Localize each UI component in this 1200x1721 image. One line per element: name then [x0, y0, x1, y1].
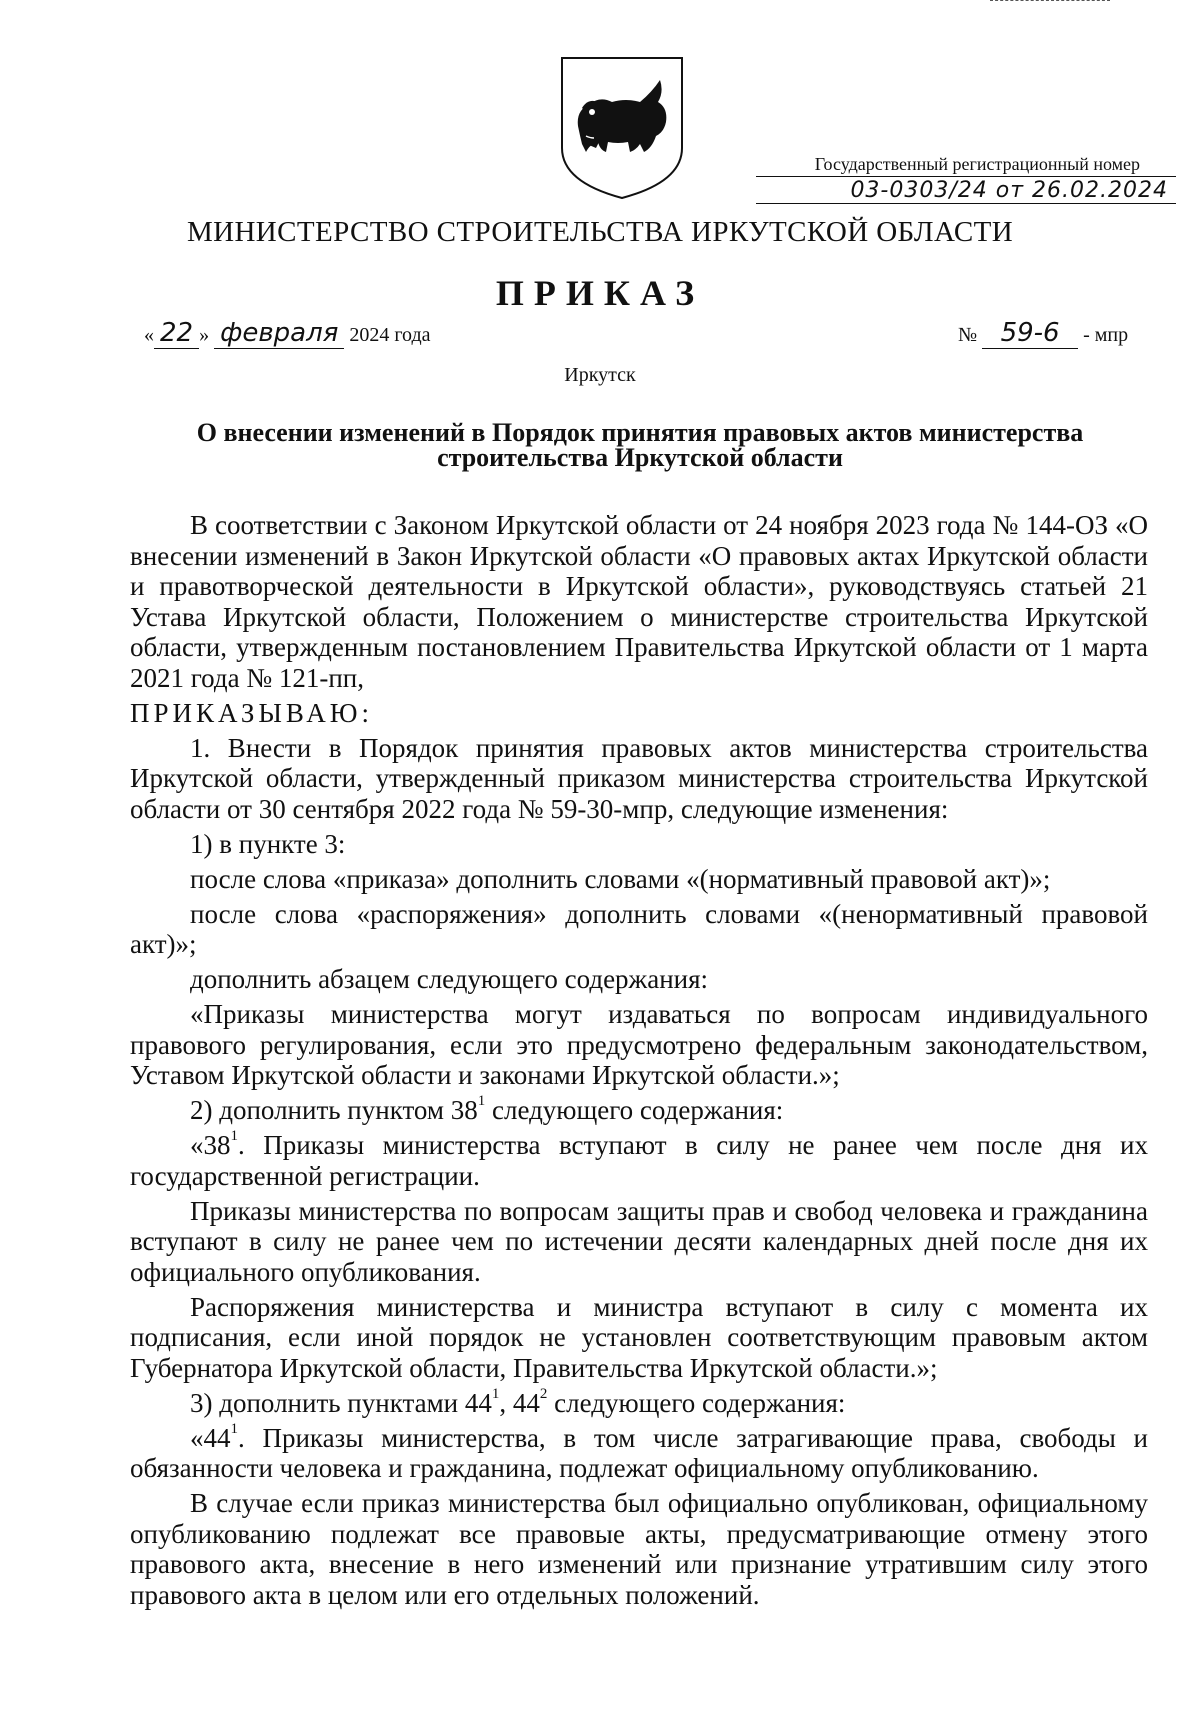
- number-prefix: №: [958, 324, 978, 346]
- registration-number-value: 03-0303/24 от 26.02.2024: [850, 178, 1168, 203]
- document-title: [150, 420, 1130, 470]
- paragraph-preamble: В соответствии с Законом Иркутской области от 24 ноября 2023 года № 144-ОЗ «О внесении изменений в Закон Иркутской области «О правовых актах Иркутской области и правотворческой деятельности в Иркутской области», руководствуясь статьей 21 Устава Иркутской области, Положением о министерстве строительства Иркутской области, утвержденным постановлением Правительства Иркутской области от 1 марта 2021 года № 121-пп,: [130, 510, 1148, 693]
- registration-number: [756, 179, 1176, 204]
- date-year: 2024 года: [349, 324, 431, 346]
- superscript: 2: [539, 1385, 548, 1402]
- title-line-1: О внесении изменений в Порядок принятия правовых актов министерства: [196, 418, 1084, 447]
- paragraph-quote-orders: «Приказы министерства могут издаваться по вопросам индивидуального правового регулирования, если это предусмотрено федеральным законодательством, Уставом Иркутской области и законами Иркутской области.»;: [130, 999, 1148, 1090]
- date-open-quote: «: [144, 324, 154, 346]
- paragraph-rights-orders: Приказы министерства по вопросам защиты прав и свобод человека и гражданина вступают в силу не ранее чем по истечении десяти календарных дней после дня их официального опубликования.: [130, 1195, 1148, 1287]
- paragraph-point-38-1: [130, 1130, 1148, 1191]
- subitem-2-text: 2) дополнить пунктом 38: [190, 1095, 478, 1125]
- superscript: 1: [477, 1093, 486, 1109]
- document-body: [130, 510, 1148, 1615]
- paragraph-subitem-1: 1) в пункте 3:: [190, 828, 346, 859]
- registration-block: [756, 154, 1176, 204]
- date-month: февраля: [214, 318, 344, 349]
- point-44-text-end: . Приказы министерства, в том числе затрагивающие права, свободы и обязанности человека и гражданина, подлежат официальному опубликованию.: [130, 1422, 1148, 1483]
- subitem-2-text-end: следующего содержания:: [485, 1095, 784, 1125]
- paragraph-publication: В случае если приказ министерства был официально опубликован, официальному опубликованию подлежат все правовые акты, предусматривающие отмену этого правового акта, внесение в него изменений или признание утратившим силу этого правового акта в целом или его отдельных положений.: [130, 1488, 1148, 1610]
- title-line-2: строительства Иркутской области: [437, 443, 843, 472]
- document-type: ПРИКАЗ: [495, 273, 705, 313]
- paragraph-directives: Распоряжения министерства и министра вступают в силу с момента их подписания, если иной порядок не установлен соответствующим правовым актом Губернатора Иркутской области, Правительства Иркутской области.»;: [130, 1291, 1148, 1383]
- registration-label: Государственный регистрационный номер: [756, 154, 1176, 177]
- paragraph-change-2: после слова «распоряжения» дополнить словами «(ненормативный правовой акт)»;: [130, 898, 1148, 959]
- superscript: 1: [230, 1128, 238, 1144]
- point-38-text-end: . Приказы министерства вступают в силу не ранее чем после дня их государственной регистрации.: [130, 1130, 1148, 1191]
- paragraph-item-1: 1. Внести в Порядок принятия правовых актов министерства строительства Иркутской области, утвержденный приказом министерства строительства Иркутской области от 30 сентября 2022 года № 59-30-мпр, следующие изменения:: [130, 732, 1148, 824]
- paragraph-subitem-3: [130, 1385, 1148, 1419]
- subitem-3-text-end: следующего содержания:: [547, 1387, 846, 1418]
- point-38-text: «38: [190, 1130, 231, 1160]
- paragraph-change-3: дополнить абзацем следующего содержания:: [190, 964, 709, 994]
- superscript: 1: [230, 1420, 238, 1437]
- ministry-name: МИНИСТЕРСТВО СТРОИТЕЛЬСТВА ИРКУТСКОЙ ОБЛАСТИ: [186, 216, 1014, 248]
- document-city: Иркутск: [564, 364, 636, 386]
- number-suffix: - мпр: [1083, 324, 1129, 346]
- document-number: [958, 318, 1128, 349]
- paragraph-order-word: ПРИКАЗЫВАЮ:: [130, 697, 373, 728]
- subitem-3-text: 3) дополнить пунктами 44: [190, 1387, 492, 1418]
- paragraph-change-1: после слова «приказа» дополнить словами «(нормативный правовой акт)»;: [190, 863, 1051, 894]
- date-day: 22: [154, 318, 199, 349]
- paragraph-point-44-1: [130, 1420, 1148, 1484]
- number-value: 59-6: [982, 318, 1078, 349]
- irkutsk-coat-of-arms-icon: [556, 52, 688, 202]
- date-close-quote: »: [199, 324, 210, 346]
- point-44-text: «44: [190, 1422, 231, 1453]
- scan-edge-mark: [990, 0, 1110, 3]
- superscript: 1: [491, 1385, 500, 1402]
- paragraph-subitem-2: [130, 1095, 1148, 1126]
- document-date: [144, 318, 431, 348]
- subitem-3-text-mid: , 44: [499, 1387, 540, 1418]
